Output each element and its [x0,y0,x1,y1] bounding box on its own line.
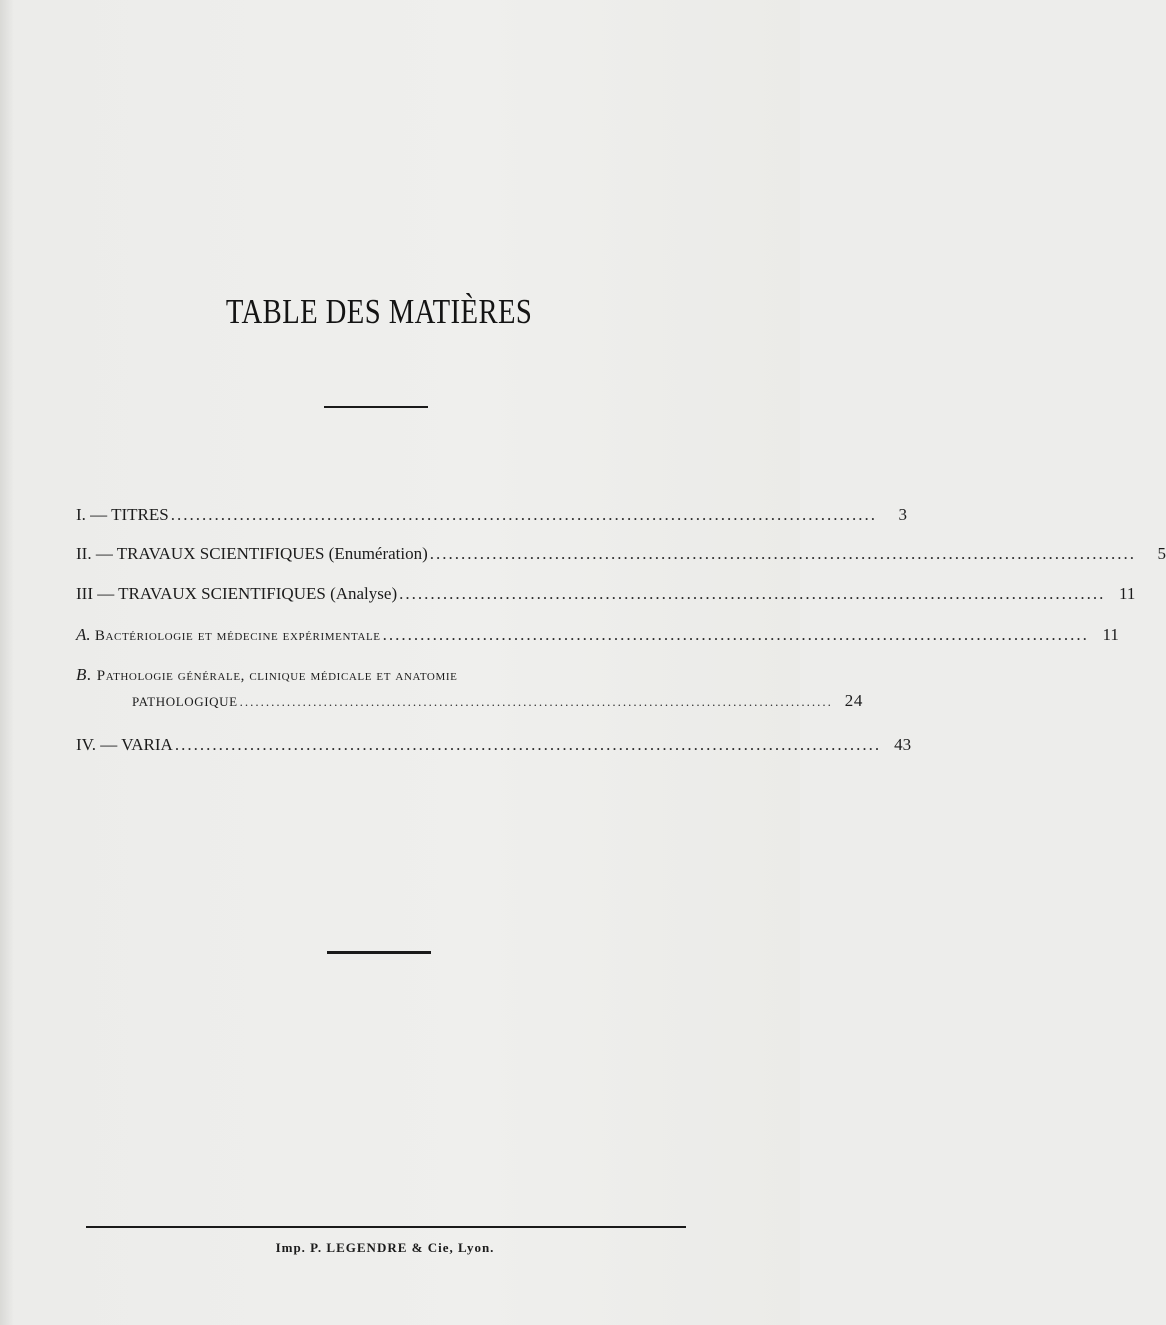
toc-entry-bacteriologie [76,624,1119,646]
toc-page-number: 43 [894,735,912,754]
title-divider [324,406,428,408]
dot-leader: ................................................................................................................. [170,505,877,524]
toc-section-letter: B. [76,665,93,684]
toc-entry-label [76,624,381,647]
toc-entry-label: IV. — VARIA [76,735,173,754]
toc-entry-travaux-analyse [76,583,1136,605]
toc-entry-label-continued: PATHOLOGIQUE [132,694,238,709]
toc-section-title: Bactériologie et médecine expérimentale [94,628,381,644]
toc-entry-label: II. — TRAVAUX SCIENTIFIQUES (Enumération) [76,544,428,563]
dot-leader: ................................................................................................................. [429,544,1137,563]
dot-leader: ................................................................................................................. [382,625,1089,644]
dot-leader: ................................................................................................................. [174,735,882,754]
toc-entry-titres [76,504,907,526]
toc-section-letter: A. [76,625,91,644]
toc-entry-label: III — TRAVAUX SCIENTIFIQUES (Analyse) [76,584,398,603]
toc-entry-pathologie-line2 [132,690,863,712]
toc-page-number: 11 [1102,625,1119,644]
toc-entry-pathologie-line1 [76,664,688,686]
toc-entry-label [76,664,457,687]
printer-imprint: Imp. P. LEGENDRE & Cie, Lyon. [275,1240,495,1255]
dot-leader: ................................................................................................................. [399,584,1106,603]
dot-leader: ................................................................................................................. [239,694,833,709]
toc-entry-label: I. — TITRES [76,505,169,524]
toc-section-title: Pathologie générale, clinique médicale et anatomie [96,668,458,684]
toc-page-number: 5 [1157,544,1166,563]
toc-entry-varia [76,734,912,756]
page-title: TABLE DES MATIÈRES [225,292,533,331]
toc-page-number: 3 [898,505,907,524]
toc-page-number: 24 [844,691,863,710]
toc-page-number: 11 [1118,584,1136,603]
toc-entry-travaux-enumeration [76,543,1166,565]
closing-divider [327,951,431,954]
footer-rule [86,1226,686,1228]
